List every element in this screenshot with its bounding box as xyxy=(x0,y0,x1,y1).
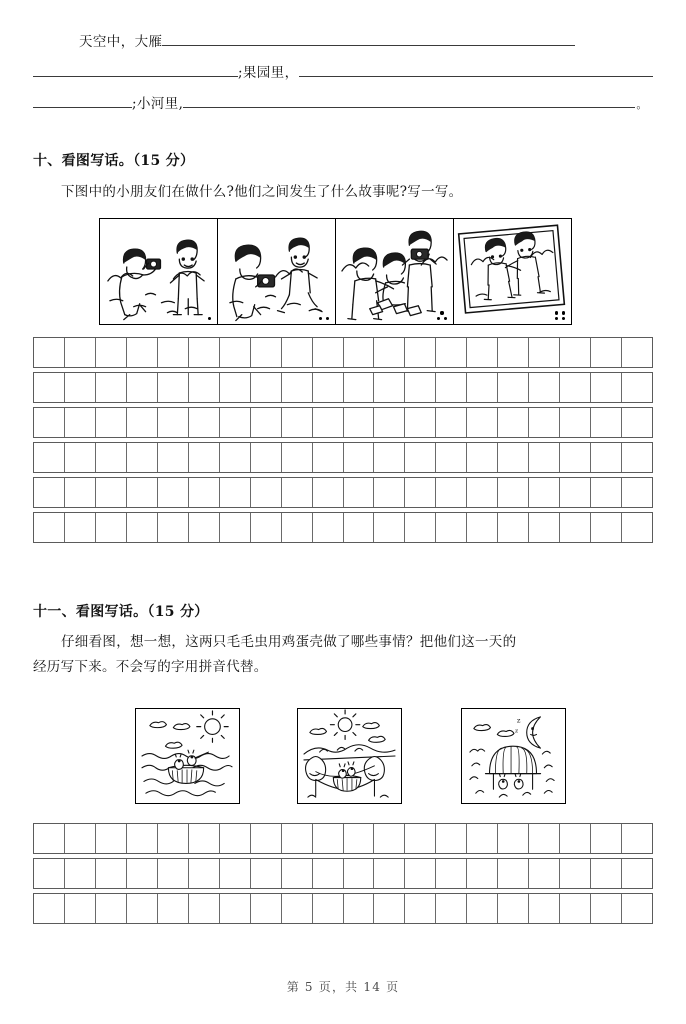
panel-1-dot-markers xyxy=(207,317,212,320)
writing-grid-cell[interactable] xyxy=(622,894,652,923)
writing-grid-cell[interactable] xyxy=(251,859,282,888)
writing-grid-cell[interactable] xyxy=(96,443,127,472)
dot xyxy=(562,311,565,314)
writing-grid-cell[interactable] xyxy=(374,513,405,542)
writing-grid-cell[interactable] xyxy=(467,443,498,472)
writing-grid-cell[interactable] xyxy=(591,338,622,367)
caterpillar-picture-1 xyxy=(135,708,240,804)
fill-in-line-1-text: 天空中，大雁 xyxy=(79,34,163,50)
writing-grid-cell[interactable] xyxy=(189,859,220,888)
writing-grid-cell[interactable] xyxy=(34,859,65,888)
section-eleven-description-line-2: 经历写下来。不会写的字用拼音代替。 xyxy=(33,659,268,675)
writing-grid-cell[interactable] xyxy=(220,894,251,923)
writing-grid-cell[interactable] xyxy=(220,859,251,888)
writing-grid-cell[interactable] xyxy=(313,373,344,402)
writing-grid-cell[interactable] xyxy=(127,824,158,853)
writing-grid-cell[interactable] xyxy=(96,859,127,888)
writing-grid-cell[interactable] xyxy=(127,443,158,472)
writing-grid-cell[interactable] xyxy=(436,443,467,472)
fill-in-the-blank-block xyxy=(33,34,653,127)
writing-grid-cell[interactable] xyxy=(529,338,560,367)
svg-text:z: z xyxy=(516,716,521,725)
writing-grid-cell[interactable] xyxy=(65,478,96,507)
writing-grid-cell[interactable] xyxy=(529,408,560,437)
writing-grid-cell[interactable] xyxy=(591,373,622,402)
dot xyxy=(440,311,443,314)
writing-grid-cell[interactable] xyxy=(405,859,436,888)
writing-grid-cell[interactable] xyxy=(498,824,529,853)
writing-grid-cell[interactable] xyxy=(344,894,375,923)
writing-grid-cell[interactable] xyxy=(34,513,65,542)
dot xyxy=(444,317,447,320)
writing-grid-cell[interactable] xyxy=(622,443,652,472)
writing-grid-cell[interactable] xyxy=(560,338,591,367)
writing-grid-cell[interactable] xyxy=(34,894,65,923)
panel-2-dot-markers xyxy=(318,317,330,320)
writing-grid-cell[interactable] xyxy=(127,513,158,542)
writing-grid-cell[interactable] xyxy=(158,894,189,923)
writing-grid-cell[interactable] xyxy=(560,443,591,472)
writing-grid-cell[interactable] xyxy=(189,443,220,472)
writing-grid-cell[interactable] xyxy=(436,894,467,923)
writing-grid-cell[interactable] xyxy=(436,859,467,888)
writing-grid-cell[interactable] xyxy=(251,338,282,367)
blank-rule-2b[interactable] xyxy=(299,65,654,77)
writing-grid-cell[interactable] xyxy=(220,373,251,402)
blank-rule-1a[interactable] xyxy=(162,34,575,46)
writing-grid-cell[interactable] xyxy=(374,408,405,437)
writing-grid-cell[interactable] xyxy=(622,373,652,402)
writing-grid-cell[interactable] xyxy=(374,859,405,888)
writing-grid-cell[interactable] xyxy=(344,824,375,853)
writing-grid-cell[interactable] xyxy=(313,443,344,472)
writing-grid-cell[interactable] xyxy=(405,894,436,923)
section-ten-description-text: 下图中的小朋友们在做什么?他们之间发生了什么故事呢?写一写。 xyxy=(61,184,463,200)
writing-grid-cell[interactable] xyxy=(189,824,220,853)
writing-grid-cell[interactable] xyxy=(65,338,96,367)
section-ten-heading xyxy=(33,150,194,170)
writing-grid-cell[interactable] xyxy=(467,338,498,367)
writing-grid-cell[interactable] xyxy=(436,513,467,542)
writing-grid-cell[interactable] xyxy=(220,478,251,507)
writing-grid-row[interactable] xyxy=(33,372,653,403)
writing-grid-cell[interactable] xyxy=(313,859,344,888)
writing-grid-cell[interactable] xyxy=(344,478,375,507)
writing-grid-cell[interactable] xyxy=(158,373,189,402)
writing-grid-cell[interactable] xyxy=(405,443,436,472)
writing-grid-cell[interactable] xyxy=(282,513,313,542)
writing-grid-cell[interactable] xyxy=(282,478,313,507)
svg-text:z: z xyxy=(514,728,519,735)
writing-grid-cell[interactable] xyxy=(467,478,498,507)
writing-grid-cell[interactable] xyxy=(127,373,158,402)
writing-grid-cell[interactable] xyxy=(313,894,344,923)
writing-grid-cell[interactable] xyxy=(251,513,282,542)
writing-grid-row[interactable] xyxy=(33,442,653,473)
section-eleven-heading xyxy=(33,601,209,621)
writing-grid-cell[interactable] xyxy=(313,513,344,542)
writing-grid-cell[interactable] xyxy=(560,894,591,923)
writing-grid-cell[interactable] xyxy=(127,338,158,367)
writing-grid-cell[interactable] xyxy=(344,373,375,402)
dot xyxy=(562,317,565,320)
writing-grid-cell[interactable] xyxy=(467,373,498,402)
writing-grid-cell[interactable] xyxy=(189,513,220,542)
writing-grid-cell[interactable] xyxy=(560,859,591,888)
writing-grid-cell[interactable] xyxy=(529,824,560,853)
fill-in-line-3-text: ;小河里, xyxy=(132,96,184,112)
writing-grid-cell[interactable] xyxy=(65,513,96,542)
writing-grid-cell[interactable] xyxy=(65,408,96,437)
dot xyxy=(208,317,211,320)
writing-grid-cell[interactable] xyxy=(158,338,189,367)
writing-grid-row[interactable] xyxy=(33,893,653,924)
writing-grid-cell[interactable] xyxy=(189,338,220,367)
writing-grid-cell[interactable] xyxy=(96,513,127,542)
writing-grid-row[interactable] xyxy=(33,858,653,889)
panel-4-dot-markers xyxy=(554,311,566,320)
section-ten-answer-grid[interactable] xyxy=(33,337,653,543)
writing-grid-cell[interactable] xyxy=(529,859,560,888)
writing-grid-cell[interactable] xyxy=(65,824,96,853)
writing-grid-cell[interactable] xyxy=(65,373,96,402)
writing-grid-cell[interactable] xyxy=(96,338,127,367)
writing-grid-cell[interactable] xyxy=(65,443,96,472)
writing-grid-cell[interactable] xyxy=(529,478,560,507)
writing-grid-cell[interactable] xyxy=(529,894,560,923)
writing-grid-cell[interactable] xyxy=(560,478,591,507)
writing-grid-cell[interactable] xyxy=(313,478,344,507)
writing-grid-cell[interactable] xyxy=(436,338,467,367)
section-ten-title: 十、看图写话。 xyxy=(33,153,134,169)
comic-strip xyxy=(99,218,572,325)
writing-grid-cell[interactable] xyxy=(189,894,220,923)
writing-grid-row[interactable] xyxy=(33,337,653,368)
writing-grid-cell[interactable] xyxy=(405,513,436,542)
writing-grid-cell[interactable] xyxy=(498,478,529,507)
writing-grid-cell[interactable] xyxy=(374,894,405,923)
writing-grid-cell[interactable] xyxy=(498,408,529,437)
writing-grid-cell[interactable] xyxy=(251,408,282,437)
writing-grid-cell[interactable] xyxy=(251,824,282,853)
writing-grid-cell[interactable] xyxy=(282,824,313,853)
writing-grid-cell[interactable] xyxy=(591,478,622,507)
writing-grid-cell[interactable] xyxy=(591,443,622,472)
writing-grid-cell[interactable] xyxy=(405,338,436,367)
blank-rule-3b[interactable] xyxy=(183,96,635,108)
writing-grid-cell[interactable] xyxy=(282,859,313,888)
writing-grid-cell[interactable] xyxy=(34,373,65,402)
writing-grid-cell[interactable] xyxy=(158,513,189,542)
writing-grid-row[interactable] xyxy=(33,477,653,508)
page-footer: 第 5 页，共 14 页 xyxy=(286,980,400,994)
panel-3-dot-markers xyxy=(436,311,448,320)
writing-grid-cell[interactable] xyxy=(220,338,251,367)
blank-rule-2a[interactable] xyxy=(33,65,238,77)
writing-grid-cell[interactable] xyxy=(127,478,158,507)
writing-grid-cell[interactable] xyxy=(622,408,652,437)
fill-in-line-3 xyxy=(33,96,653,127)
section-eleven-answer-grid[interactable] xyxy=(33,823,653,924)
writing-grid-cell[interactable] xyxy=(498,513,529,542)
writing-grid-cell[interactable] xyxy=(189,408,220,437)
writing-grid-cell[interactable] xyxy=(622,824,652,853)
writing-grid-cell[interactable] xyxy=(498,894,529,923)
writing-grid-cell[interactable] xyxy=(374,373,405,402)
writing-grid-cell[interactable] xyxy=(498,338,529,367)
blank-rule-3a[interactable] xyxy=(33,96,132,108)
writing-grid-cell[interactable] xyxy=(529,513,560,542)
writing-grid-cell[interactable] xyxy=(405,824,436,853)
writing-grid-cell[interactable] xyxy=(622,513,652,542)
writing-grid-cell[interactable] xyxy=(344,408,375,437)
dot xyxy=(555,311,558,314)
writing-grid-cell[interactable] xyxy=(591,824,622,853)
writing-grid-cell[interactable] xyxy=(560,373,591,402)
writing-grid-cell[interactable] xyxy=(65,859,96,888)
section-eleven-description xyxy=(33,630,653,680)
caterpillar-picture-row xyxy=(33,708,653,808)
writing-grid-cell[interactable] xyxy=(560,408,591,437)
writing-grid-cell[interactable] xyxy=(96,478,127,507)
writing-grid-cell[interactable] xyxy=(127,408,158,437)
writing-grid-cell[interactable] xyxy=(220,443,251,472)
writing-grid-cell[interactable] xyxy=(529,443,560,472)
comic-panel-4 xyxy=(454,219,571,324)
writing-grid-cell[interactable] xyxy=(251,894,282,923)
writing-grid-cell[interactable] xyxy=(282,373,313,402)
writing-grid-cell[interactable] xyxy=(405,478,436,507)
dot xyxy=(437,317,440,320)
writing-grid-cell[interactable] xyxy=(251,478,282,507)
comic-panel-1 xyxy=(100,219,218,324)
writing-grid-cell[interactable] xyxy=(467,408,498,437)
writing-grid-cell[interactable] xyxy=(313,824,344,853)
writing-grid-cell[interactable] xyxy=(251,373,282,402)
writing-grid-cell[interactable] xyxy=(529,373,560,402)
writing-grid-cell[interactable] xyxy=(591,894,622,923)
writing-grid-cell[interactable] xyxy=(158,859,189,888)
writing-grid-cell[interactable] xyxy=(622,478,652,507)
writing-grid-cell[interactable] xyxy=(498,373,529,402)
writing-grid-cell[interactable] xyxy=(313,338,344,367)
dot xyxy=(319,317,322,320)
dot xyxy=(555,317,558,320)
writing-grid-cell[interactable] xyxy=(560,824,591,853)
writing-grid-cell[interactable] xyxy=(467,513,498,542)
section-eleven-description-text-1: 仔细看图，想一想，这两只毛毛虫用鸡蛋壳做了哪些事情？把他们这一天的 xyxy=(61,634,517,650)
section-eleven-title: 十一、看图写话。 xyxy=(33,604,148,620)
writing-grid-cell[interactable] xyxy=(344,443,375,472)
writing-grid-row[interactable] xyxy=(33,512,653,543)
writing-grid-cell[interactable] xyxy=(282,894,313,923)
section-eleven-description-line-1 xyxy=(33,630,653,655)
line-3-end-mark: 。 xyxy=(636,98,648,111)
section-eleven-score: （15 分） xyxy=(147,604,209,620)
writing-grid-cell[interactable] xyxy=(467,859,498,888)
writing-grid-cell[interactable] xyxy=(34,478,65,507)
fill-in-line-2 xyxy=(33,65,653,96)
writing-grid-cell[interactable] xyxy=(96,894,127,923)
writing-grid-cell[interactable] xyxy=(591,408,622,437)
writing-grid-cell[interactable] xyxy=(498,859,529,888)
writing-grid-cell[interactable] xyxy=(127,894,158,923)
section-ten-score: （15 分） xyxy=(133,153,195,169)
writing-grid-cell[interactable] xyxy=(96,824,127,853)
writing-grid-cell[interactable] xyxy=(405,373,436,402)
writing-grid-cell[interactable] xyxy=(622,859,652,888)
writing-grid-cell[interactable] xyxy=(189,478,220,507)
writing-grid-cell[interactable] xyxy=(374,478,405,507)
writing-grid-cell[interactable] xyxy=(127,859,158,888)
writing-grid-cell[interactable] xyxy=(220,824,251,853)
writing-grid-cell[interactable] xyxy=(158,478,189,507)
writing-grid-cell[interactable] xyxy=(34,408,65,437)
caterpillar-picture-3 xyxy=(461,708,566,804)
writing-grid-cell[interactable] xyxy=(622,338,652,367)
writing-grid-cell[interactable] xyxy=(282,338,313,367)
writing-grid-cell[interactable] xyxy=(374,338,405,367)
writing-grid-cell[interactable] xyxy=(96,408,127,437)
writing-grid-cell[interactable] xyxy=(220,513,251,542)
writing-grid-cell[interactable] xyxy=(344,859,375,888)
writing-grid-cell[interactable] xyxy=(220,408,251,437)
writing-grid-cell[interactable] xyxy=(498,443,529,472)
writing-grid-cell[interactable] xyxy=(313,408,344,437)
writing-grid-cell[interactable] xyxy=(189,373,220,402)
fill-in-line-2-text: ;果园里， xyxy=(237,65,299,81)
writing-grid-cell[interactable] xyxy=(158,443,189,472)
writing-grid-cell[interactable] xyxy=(436,824,467,853)
writing-grid-cell[interactable] xyxy=(467,894,498,923)
writing-grid-cell[interactable] xyxy=(591,513,622,542)
writing-grid-cell[interactable] xyxy=(436,408,467,437)
writing-grid-cell[interactable] xyxy=(560,513,591,542)
writing-grid-cell[interactable] xyxy=(251,443,282,472)
writing-grid-cell[interactable] xyxy=(344,513,375,542)
writing-grid-cell[interactable] xyxy=(65,894,96,923)
section-ten-description xyxy=(33,180,653,205)
writing-grid-row[interactable] xyxy=(33,823,653,854)
writing-grid-cell[interactable] xyxy=(158,408,189,437)
writing-grid-cell[interactable] xyxy=(591,859,622,888)
writing-grid-cell[interactable] xyxy=(282,443,313,472)
writing-grid-cell[interactable] xyxy=(374,443,405,472)
writing-grid-cell[interactable] xyxy=(158,824,189,853)
writing-grid-cell[interactable] xyxy=(405,408,436,437)
writing-grid-cell[interactable] xyxy=(467,824,498,853)
writing-grid-row[interactable] xyxy=(33,407,653,438)
writing-grid-cell[interactable] xyxy=(34,338,65,367)
comic-panel-3 xyxy=(336,219,454,324)
writing-grid-cell[interactable] xyxy=(344,338,375,367)
comic-panel-2 xyxy=(218,219,336,324)
writing-grid-cell[interactable] xyxy=(34,824,65,853)
writing-grid-cell[interactable] xyxy=(436,478,467,507)
writing-grid-cell[interactable] xyxy=(282,408,313,437)
fill-in-line-1 xyxy=(33,34,653,65)
writing-grid-cell[interactable] xyxy=(34,443,65,472)
writing-grid-cell[interactable] xyxy=(436,373,467,402)
caterpillar-picture-2 xyxy=(297,708,402,804)
writing-grid-cell[interactable] xyxy=(374,824,405,853)
dot xyxy=(326,317,329,320)
writing-grid-cell[interactable] xyxy=(96,373,127,402)
